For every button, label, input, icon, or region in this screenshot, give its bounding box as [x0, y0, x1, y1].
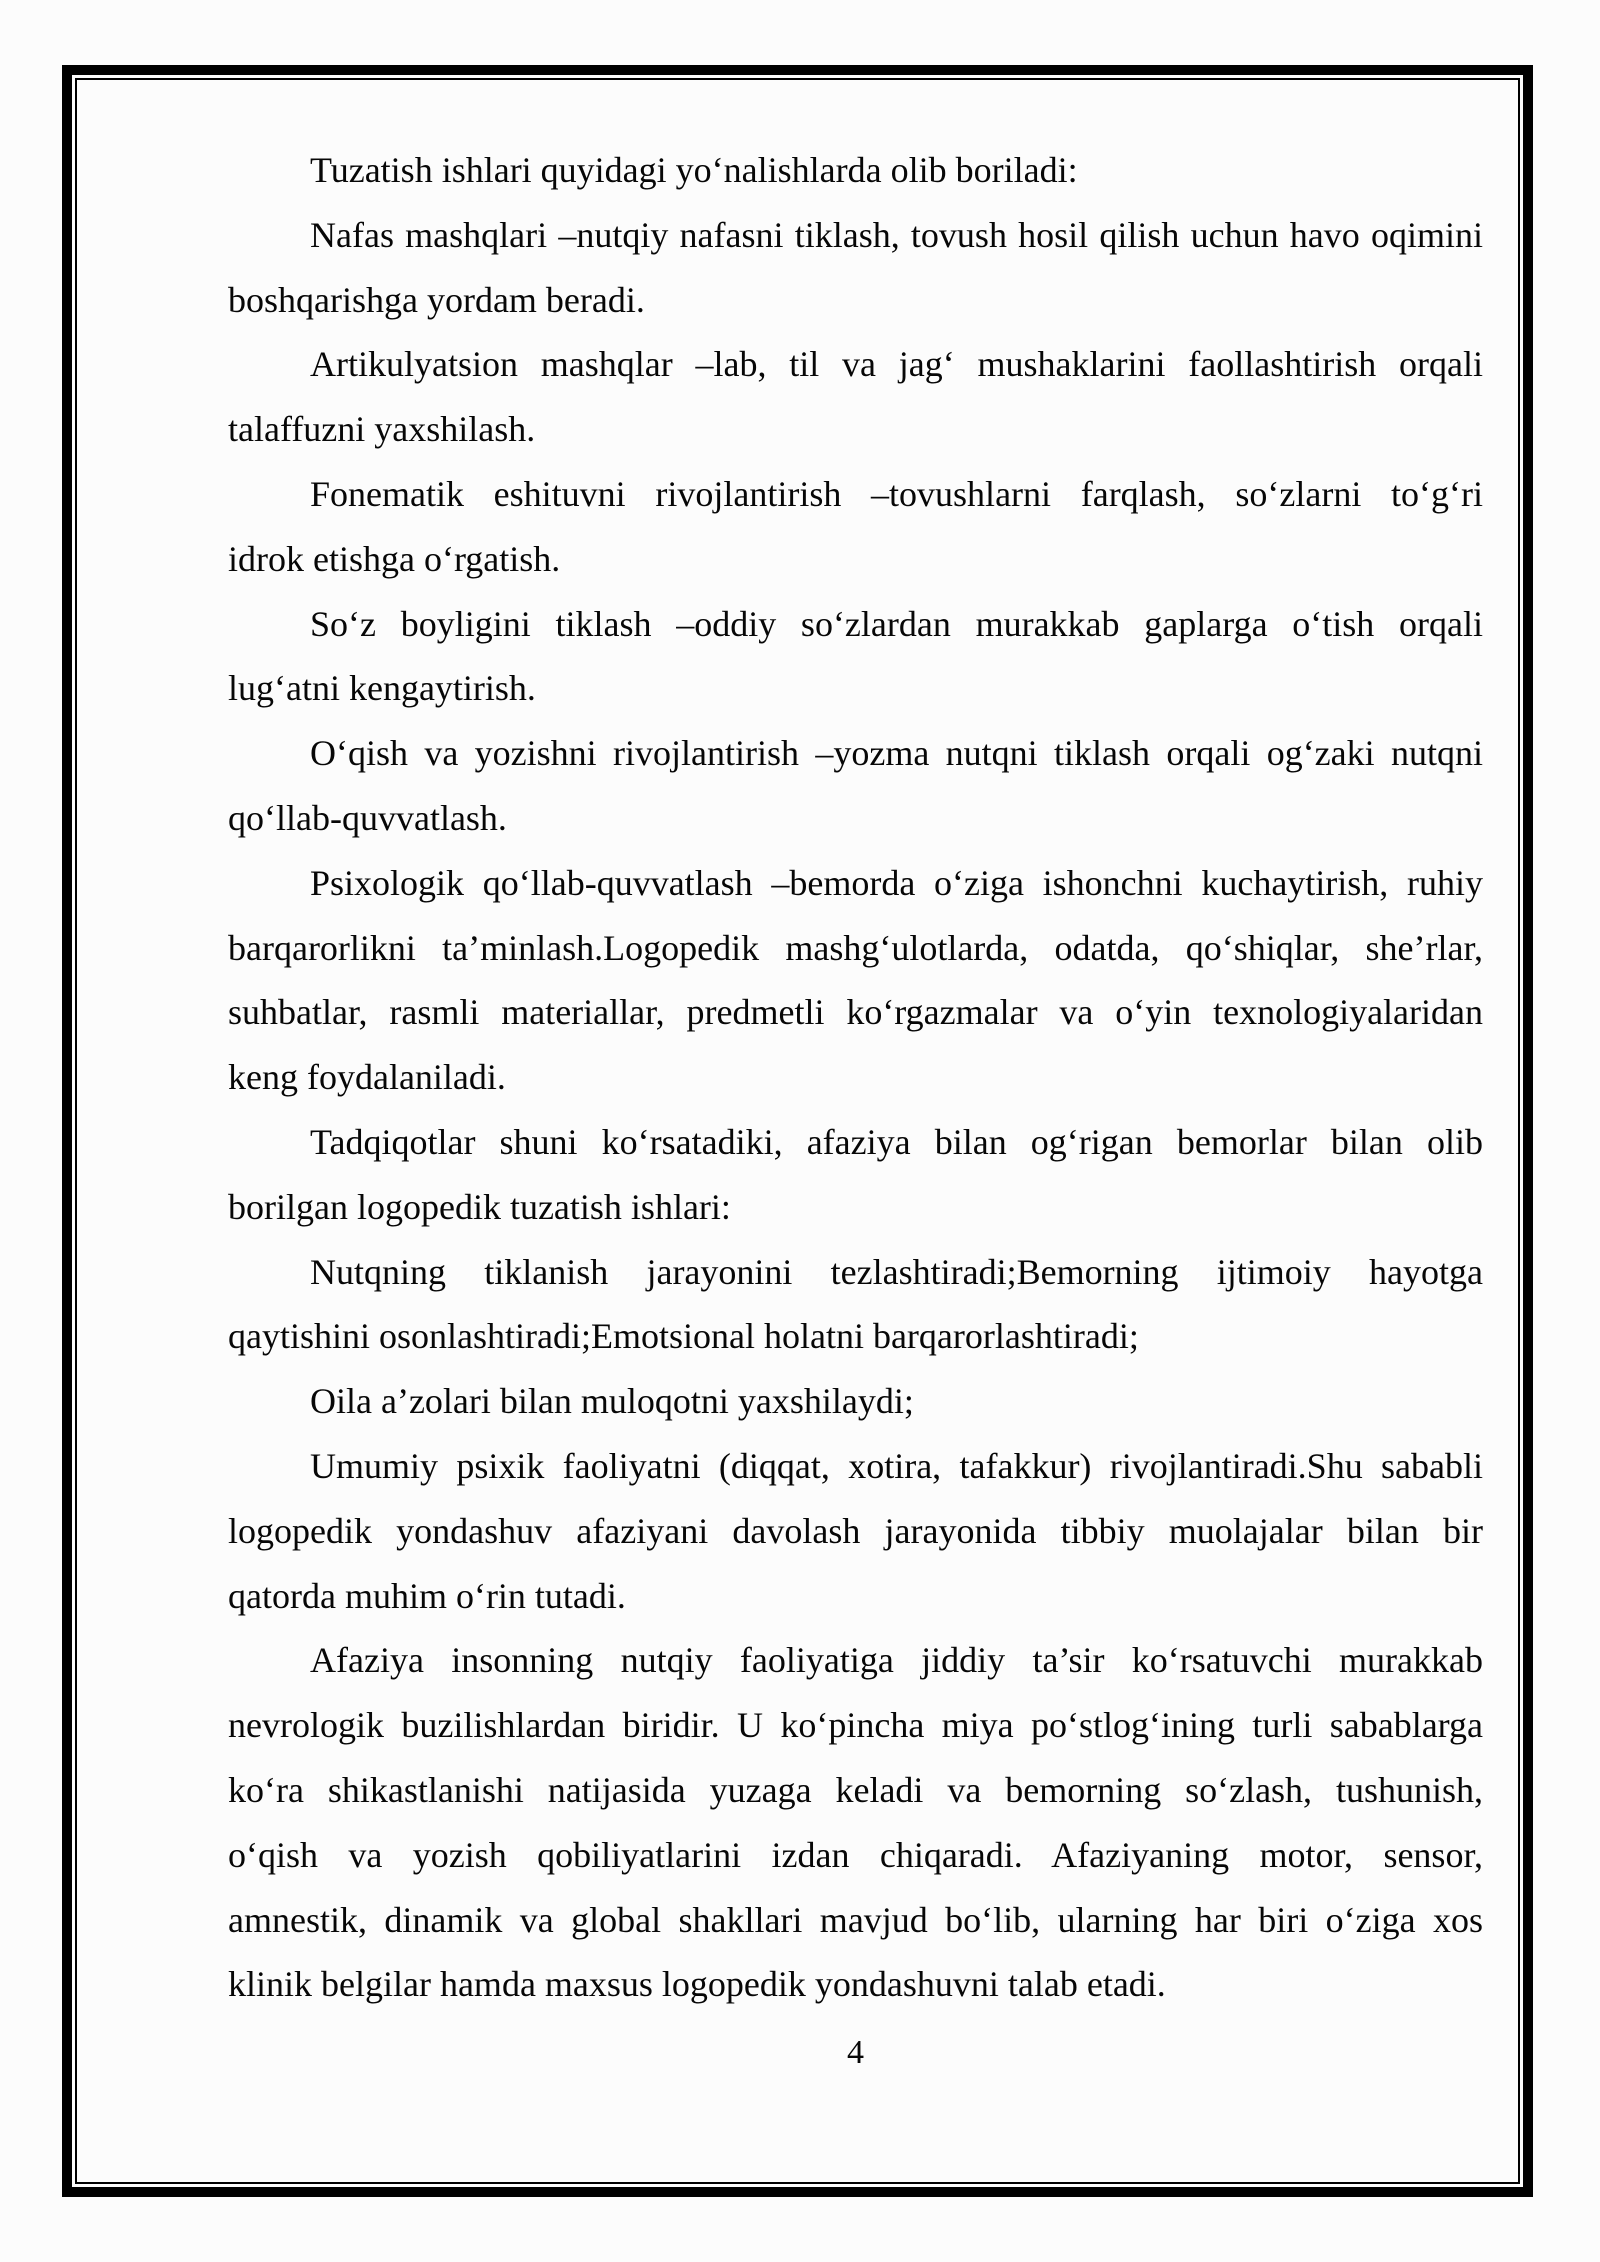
paragraph-line: Nutqning tiklanish jarayonini tezlashtiradi;Bemorning ijtimoiy hayotga — [310, 1251, 1483, 1292]
paragraph-line: qo‘llab-quvvatlash. — [228, 797, 507, 838]
paragraph-line: O‘qish va yozishni rivojlantirish –yozma nutqni tiklash orqali og‘zaki nutqni — [310, 733, 1483, 774]
paragraph — [228, 1240, 1483, 1370]
paragraph-line: Umumiy psixik faoliyatni (diqqat, xotira, tafakkur) rivojlantiradi.Shu sababli — [310, 1445, 1483, 1486]
paragraph-line: keng foydalaniladi. — [228, 1057, 506, 1098]
paragraph — [228, 462, 1483, 592]
paragraph-line: talaffuzni yaxshilash. — [228, 409, 536, 450]
paragraph-line: amnestik, dinamik va global shakllari mavjud bo‘lib, ularning har biri o‘ziga xos — [228, 1899, 1483, 1940]
paragraph-line: Artikulyatsion mashqlar –lab, til va jag‘ mushaklarini faollashtirish orqali — [310, 344, 1483, 385]
paragraph-line: logopedik yondashuv afaziyani davolash jarayonida tibbiy muolajalar bilan bir — [228, 1510, 1483, 1551]
paragraph-line: qaytishini osonlashtiradi;Emotsional holatni barqarorlashtiradi; — [228, 1316, 1139, 1357]
paragraph-line: Tadqiqotlar shuni ko‘rsatadiki, afaziya bilan og‘rigan bemorlar bilan olib — [310, 1121, 1483, 1162]
paragraph-line: Fonematik eshituvni rivojlantirish –tovushlarni farqlash, so‘zlarni to‘g‘ri — [310, 473, 1483, 514]
paragraph-line: ko‘ra shikastlanishi natijasida yuzaga keladi va bemorning so‘zlash, tushunish, — [228, 1769, 1483, 1810]
document-body — [228, 138, 1483, 2017]
paragraph-line: nevrologik buzilishlardan biridir. U ko‘pincha miya po‘stlog‘ining turli sabablarga — [228, 1705, 1483, 1746]
paragraph — [228, 721, 1483, 851]
paragraph-line: Oila a’zolari bilan muloqotni yaxshilaydi; — [310, 1381, 914, 1422]
paragraph — [228, 332, 1483, 462]
paragraph — [228, 203, 1483, 333]
page-number: 4 — [847, 2034, 864, 2071]
paragraph-line: Nafas mashqlari –nutqiy nafasni tiklash, tovush hosil qilish uchun havo oqimini — [310, 214, 1483, 255]
paragraph-line: suhbatlar, rasmli materiallar, predmetli ko‘rgazmalar va o‘yin texnologiyalaridan — [228, 992, 1483, 1033]
paragraph-line: boshqarishga yordam beradi. — [228, 279, 645, 320]
paragraph-line: borilgan logopedik tuzatish ishlari: — [228, 1186, 731, 1227]
paragraph-line: qatorda muhim o‘rin tutadi. — [228, 1575, 626, 1616]
paragraph — [228, 592, 1483, 722]
paragraph-line: lug‘atni kengaytirish. — [228, 668, 536, 709]
paragraph — [228, 138, 1483, 203]
paragraph — [228, 851, 1483, 1110]
paragraph — [228, 1434, 1483, 1628]
paragraph-line: So‘z boyligini tiklash –oddiy so‘zlardan murakkab gaplarga o‘tish orqali — [310, 603, 1483, 644]
paragraph-line: idrok etishga o‘rgatish. — [228, 538, 561, 579]
paragraph — [228, 1628, 1483, 2017]
paragraph-line: barqarorlikni ta’minlash.Logopedik mashg‘ulotlarda, odatda, qo‘shiqlar, she’rlar, — [228, 927, 1483, 968]
paragraph-line: Afaziya insonning nutqiy faoliyatiga jiddiy ta’sir ko‘rsatuvchi murakkab — [310, 1640, 1483, 1681]
paragraph-line: o‘qish va yozish qobiliyatlarini izdan chiqaradi. Afaziyaning motor, sensor, — [228, 1834, 1483, 1875]
paragraph-line: klinik belgilar hamda maxsus logopedik yondashuvni talab etadi. — [228, 1964, 1166, 2005]
paragraph-line: Tuzatish ishlari quyidagi yo‘nalishlarda olib boriladi: — [310, 150, 1078, 190]
paragraph — [228, 1369, 1483, 1434]
paragraph — [228, 1110, 1483, 1240]
paragraph-line: Psixologik qo‘llab-quvvatlash –bemorda o‘ziga ishonchni kuchaytirish, ruhiy — [310, 862, 1483, 903]
